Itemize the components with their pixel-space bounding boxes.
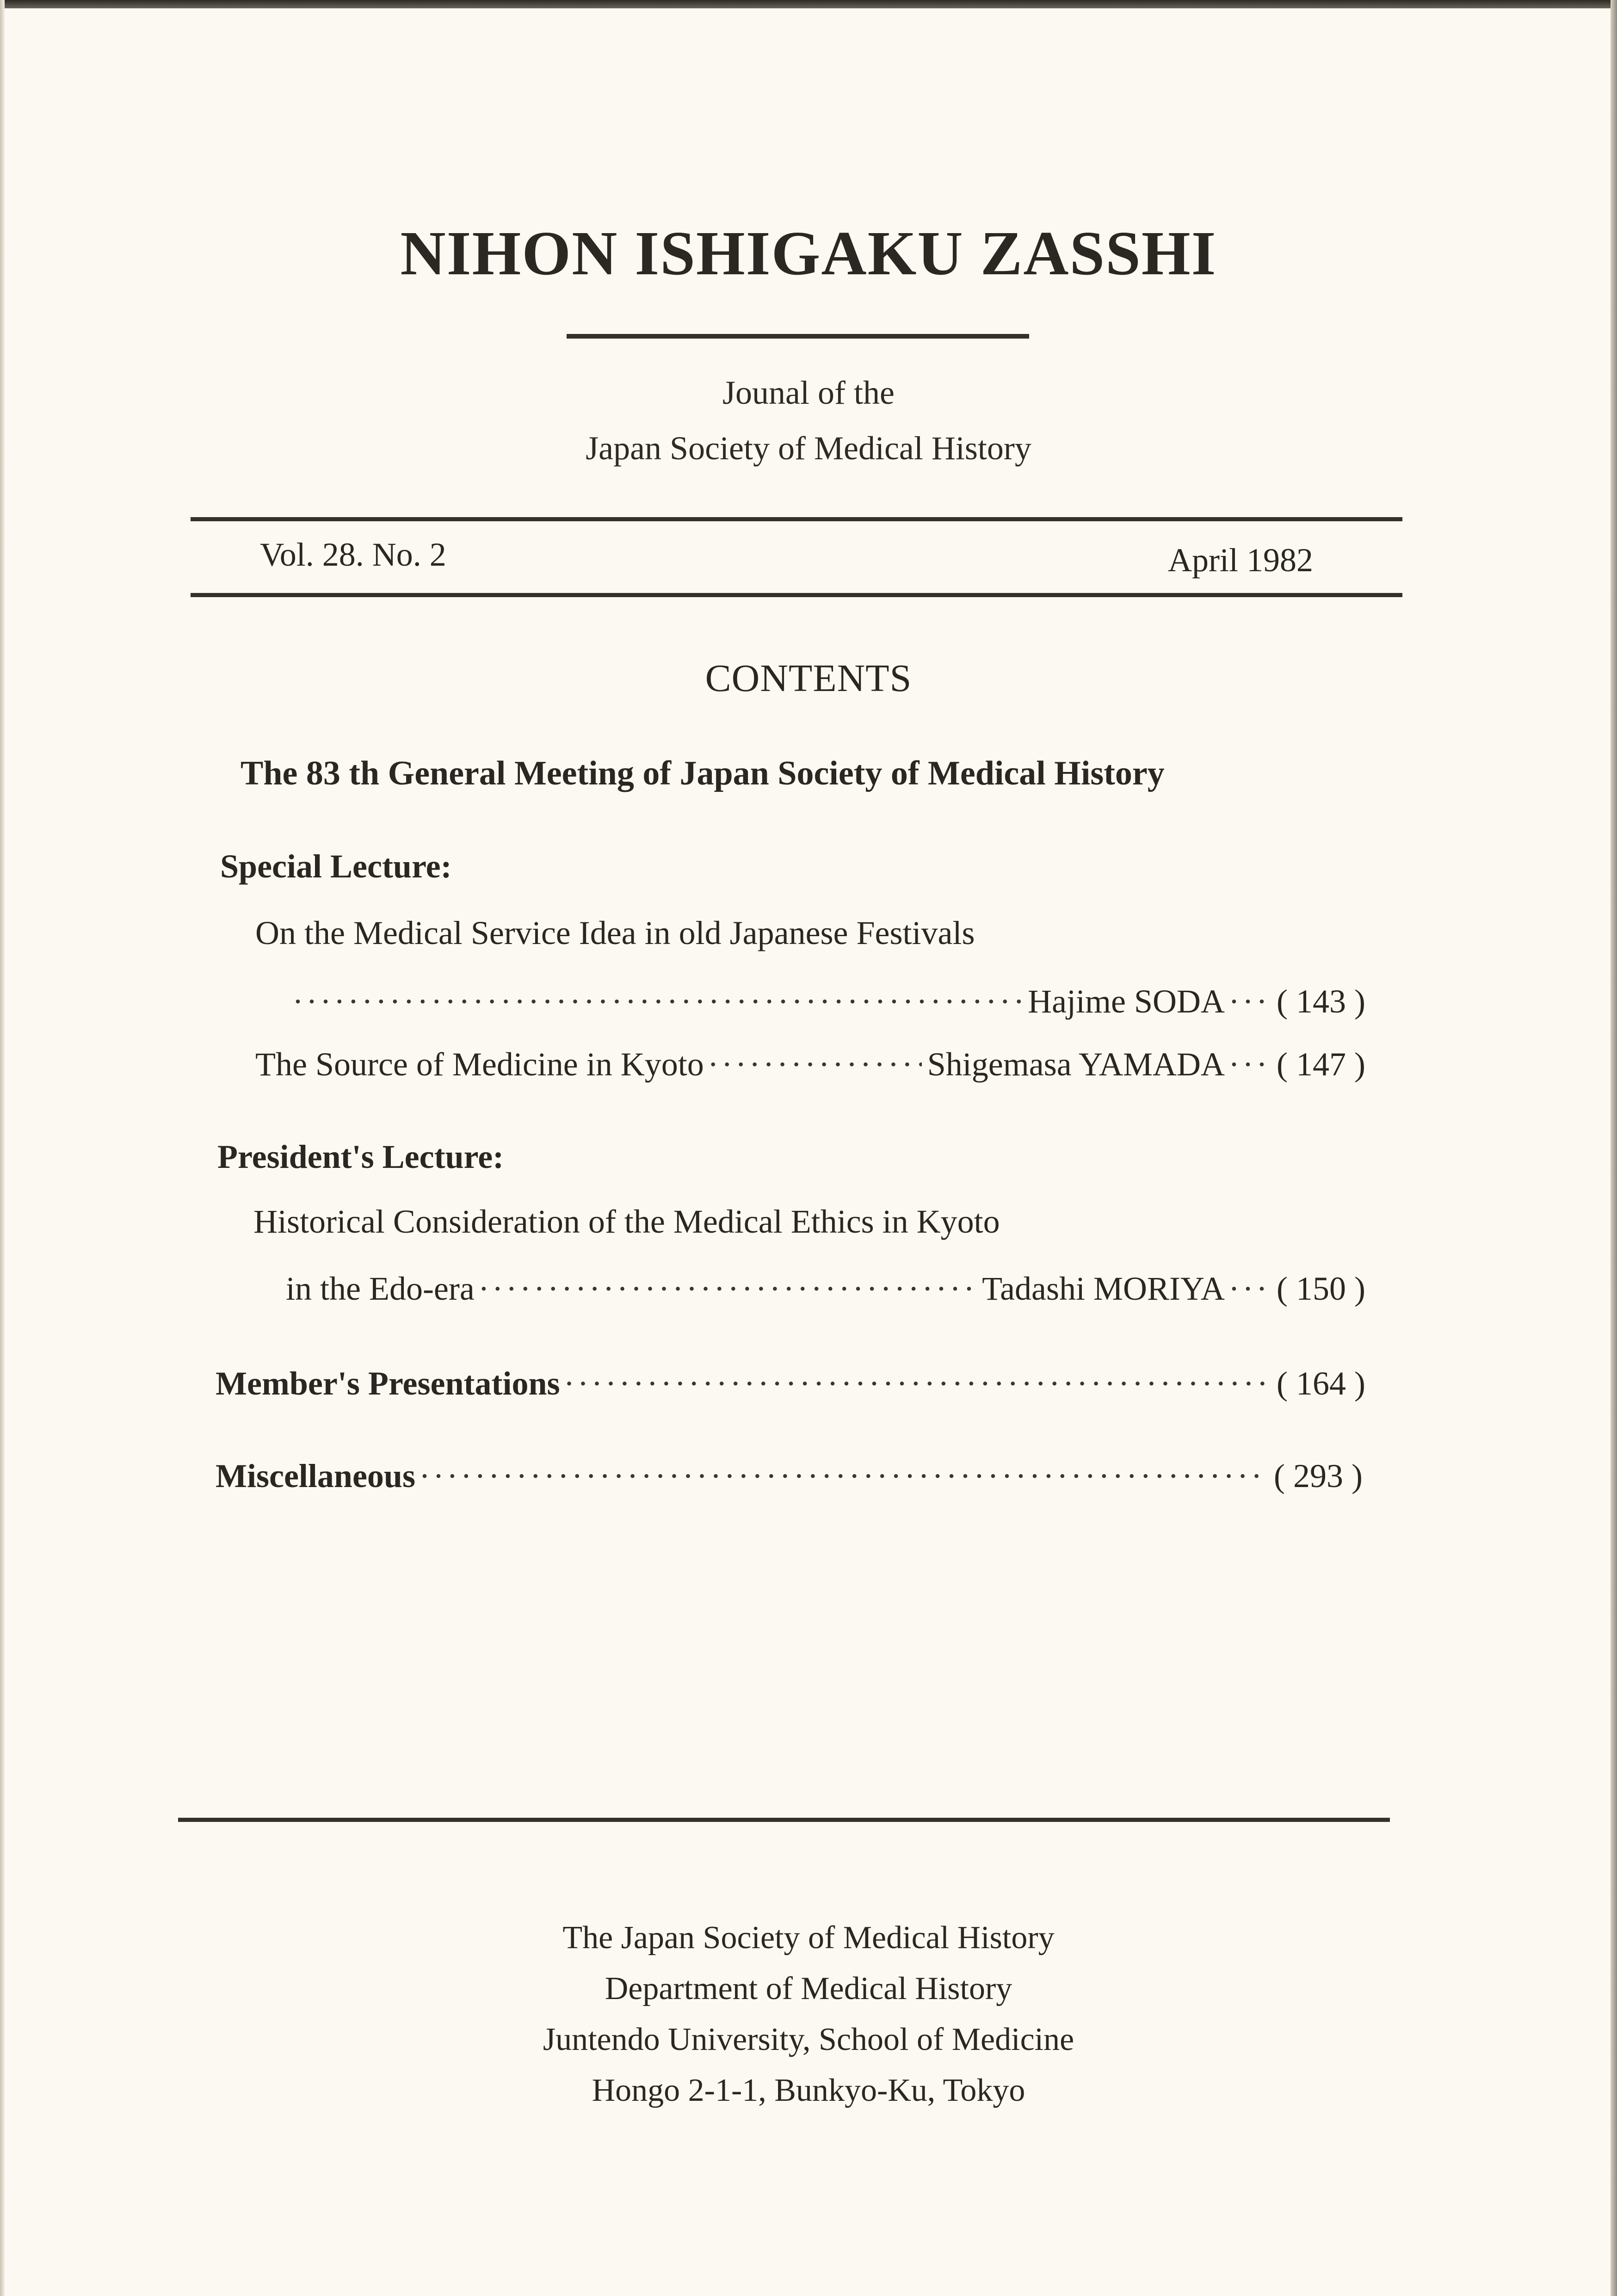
issue-rule-bottom — [191, 593, 1402, 597]
special-lecture-heading: Special Lecture: — [220, 848, 452, 885]
president-lecture-title-line2: in the Edo-era — [286, 1270, 475, 1307]
miscellaneous-label: Miscellaneous — [216, 1457, 415, 1494]
meeting-heading: The 83 th General Meeting of Japan Society of Medical History — [241, 754, 1165, 792]
leader-dots — [1228, 1045, 1270, 1084]
president-lecture-heading: President's Lecture: — [217, 1138, 504, 1175]
publisher-line2: Department of Medical History — [605, 1971, 1012, 2006]
member-presentations-page: ( 164 ) — [1277, 1365, 1365, 1402]
page-top-edge — [0, 0, 1617, 8]
miscellaneous-line — [216, 1457, 1363, 1495]
special-lecture-2-title: The Source of Medicine in Kyoto — [255, 1046, 704, 1083]
publisher-address: Hongo 2-1-1, Bunkyo-Ku, Tokyo — [592, 2073, 1025, 2108]
leader-dots — [419, 1457, 1267, 1495]
publisher-line1: The Japan Society of Medical History — [562, 1920, 1055, 1956]
special-lecture-1-author: Hajime SODA — [1028, 983, 1225, 1020]
title-underline — [567, 334, 1029, 339]
special-lecture-1-title: On the Medical Service Idea in old Japanese Festivals — [255, 914, 975, 951]
journal-subtitle-line2: Japan Society of Medical History — [586, 430, 1031, 467]
journal-subtitle-line1: Jounal of the — [722, 374, 895, 411]
leader-dots — [1228, 982, 1270, 1021]
president-lecture-line — [286, 1270, 1365, 1308]
miscellaneous-page: ( 293 ) — [1274, 1457, 1363, 1494]
contents-title: CONTENTS — [705, 657, 912, 700]
member-presentations-label: Member's Presentations — [216, 1365, 560, 1402]
issue-date: April 1982 — [1168, 542, 1313, 579]
special-lecture-2-page: ( 147 ) — [1277, 1046, 1365, 1083]
president-lecture-title-line1: Historical Consideration of the Medical Ethics in Kyoto — [253, 1203, 1000, 1240]
member-presentations-line — [216, 1364, 1365, 1403]
journal-title: NIHON ISHIGAKU ZASSHI — [400, 219, 1217, 288]
footer-rule — [178, 1818, 1390, 1822]
president-lecture-page: ( 150 ) — [1277, 1270, 1365, 1307]
president-lecture-author: Tadashi MORIYA — [982, 1270, 1225, 1307]
leader-dots — [1228, 1270, 1270, 1308]
issue-volume: Vol. 28. No. 2 — [260, 536, 446, 573]
publisher-line3: Juntendo University, School of Medicine — [543, 2022, 1074, 2057]
special-lecture-2-author: Shigemasa YAMADA — [927, 1046, 1225, 1083]
special-lecture-1-page: ( 143 ) — [1277, 983, 1365, 1020]
leader-dots — [292, 982, 1022, 1021]
special-lecture-2-line — [255, 1045, 1365, 1084]
leader-dots — [478, 1270, 976, 1308]
leader-dots — [708, 1045, 922, 1084]
leader-dots — [564, 1364, 1271, 1403]
issue-rule-top — [191, 517, 1402, 521]
special-lecture-1-line — [292, 982, 1365, 1021]
